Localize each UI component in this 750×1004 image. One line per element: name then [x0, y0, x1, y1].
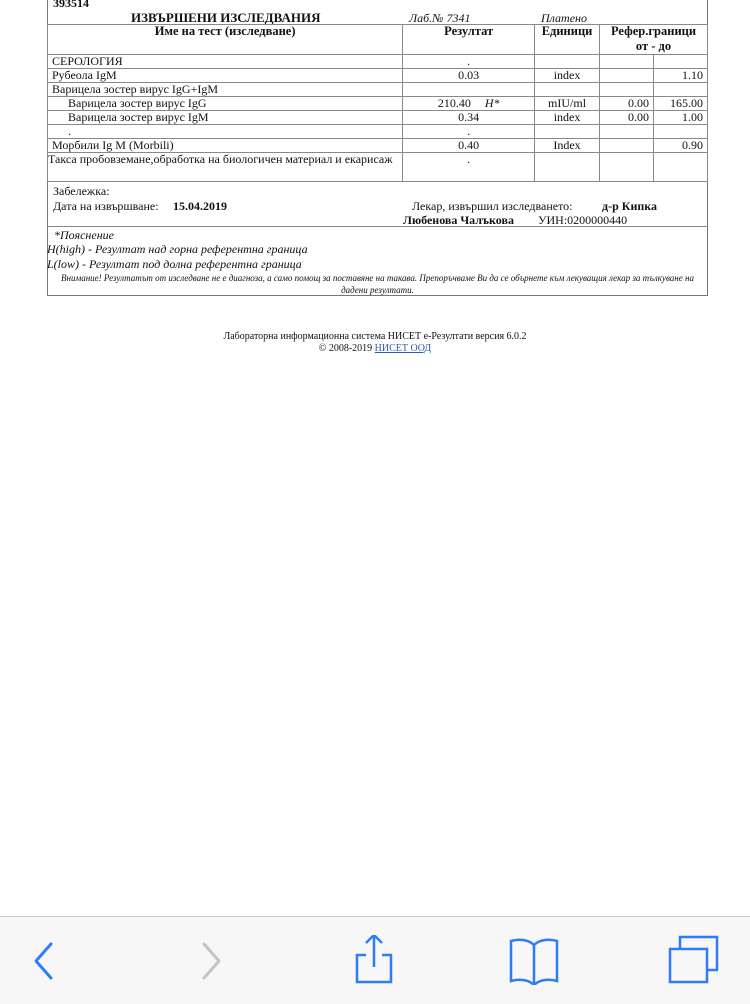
cell-ref-to	[653, 69, 707, 83]
cell-name	[48, 153, 403, 182]
explanation-high: H(high) - Резултат над горна референтна граница	[47, 242, 308, 256]
cell-ref-to	[653, 139, 707, 153]
cell-units	[535, 125, 600, 139]
cell-ref-to	[653, 97, 707, 111]
warning-text: Внимание! Резултатът от изследване не е диагноза, а само помощ за поставяне на такава. Препоръчваме Ви да се обърнете към лекуващия лекар за тълкуване на дадени резултати.	[61, 273, 694, 295]
doctor-label: Лекар, извършил изследването:	[412, 199, 573, 213]
ref-sub-label: от - до	[635, 39, 672, 53]
col-units: Единици	[535, 25, 600, 55]
cell-result	[403, 83, 535, 97]
cell-ref-from	[600, 139, 654, 153]
result-value: .	[467, 152, 471, 166]
chevron-right-icon	[185, 935, 235, 985]
result-flag: H*	[484, 96, 500, 110]
explanation-low: L(low) - Резултат под долна референтна граница	[47, 257, 302, 271]
cell-units	[535, 55, 600, 69]
table-row	[48, 55, 708, 69]
ref-to: 1.00	[682, 110, 703, 124]
units-value: index	[553, 110, 581, 124]
cell-result	[403, 55, 535, 69]
test-name: Рубеола IgM	[52, 68, 117, 82]
cell-ref-from	[600, 97, 654, 111]
table-row	[48, 83, 708, 97]
doctor-uin: УИН:0200000440	[538, 213, 628, 227]
footer-copyright: © 2008-2019	[318, 343, 375, 354]
cell-units	[535, 153, 600, 182]
cell-name	[48, 139, 403, 153]
back-button[interactable]	[20, 935, 70, 985]
result-value: 0.34	[458, 110, 480, 124]
col-name: Име на тест (изследване)	[48, 25, 403, 55]
forward-button[interactable]	[185, 935, 235, 985]
lab-number: Лаб.№ 7341	[409, 11, 471, 25]
cell-ref-from	[600, 125, 654, 139]
share-icon	[349, 935, 399, 985]
cell-name	[48, 111, 403, 125]
cell-ref-from	[600, 153, 654, 182]
cell-result	[403, 139, 535, 153]
cell-result	[403, 153, 535, 182]
result-value: 0.40	[458, 138, 480, 152]
paid-status: Платено	[541, 11, 587, 25]
test-name: Варицела зостер вирус IgG+IgM	[52, 82, 219, 96]
doctor-name-1: д-р Кипка	[602, 199, 658, 213]
cell-ref-to	[653, 83, 707, 97]
cell-ref-from	[600, 55, 654, 69]
date-value: 15.04.2019	[173, 199, 227, 213]
page-footer	[0, 331, 750, 355]
footer-company-link[interactable]: НИСЕТ ООД	[374, 343, 432, 354]
ref-to: 0.90	[682, 138, 703, 152]
cell-ref-from	[600, 83, 654, 97]
note-label: Забележка:	[53, 184, 110, 198]
title-row	[47, 9, 708, 25]
cell-name	[48, 97, 403, 111]
date-label: Дата на извършване:	[53, 199, 159, 213]
cell-ref-to	[653, 55, 707, 69]
test-name: Такса пробовземане,обработка на биологичен материал и екарисаж	[48, 152, 393, 166]
ref-to: 1.10	[682, 68, 703, 82]
table-row	[48, 139, 708, 153]
footer-system: Лабораторна информационна система НИСЕТ е-Резултати версия 6.0.2	[223, 331, 527, 342]
result-value: .	[467, 54, 471, 68]
cell-name	[48, 55, 403, 69]
ref-from: 0.00	[627, 96, 649, 110]
table-row	[48, 97, 708, 111]
ref-to: 165.00	[670, 96, 703, 110]
table-row	[48, 69, 708, 83]
cell-result	[403, 125, 535, 139]
results-table	[47, 24, 708, 182]
test-name: Варицела зостер вирус IgG	[68, 96, 207, 110]
cell-units	[535, 111, 600, 125]
cell-ref-from	[600, 111, 654, 125]
chevron-left-icon	[20, 935, 70, 985]
cell-units	[535, 69, 600, 83]
result-value: 0.03	[458, 68, 480, 82]
explanation-section	[47, 227, 708, 296]
test-name: Морбили Ig M (Morbili)	[52, 138, 174, 152]
test-name: Варицела зостер вирус IgM	[68, 110, 209, 124]
table-row	[48, 153, 708, 182]
result-value: 210.40	[437, 96, 471, 110]
ref-label: Рефер.граници	[610, 24, 697, 38]
report-title: ИЗВЪРШЕНИ ИЗСЛЕДВАНИЯ	[131, 10, 321, 25]
cell-name	[48, 69, 403, 83]
table-row	[48, 111, 708, 125]
col-result: Резултат	[403, 25, 535, 55]
tabs-button[interactable]	[668, 935, 718, 985]
share-button[interactable]	[349, 935, 399, 985]
browser-toolbar	[0, 916, 750, 1004]
cell-units	[535, 139, 600, 153]
bookmarks-button[interactable]	[508, 935, 558, 985]
notes-section	[47, 183, 708, 227]
cell-units	[535, 97, 600, 111]
test-name: СЕРОЛОГИЯ	[52, 54, 123, 68]
doctor-name-2: Любенова Чалъкова	[403, 213, 514, 227]
cell-name	[48, 83, 403, 97]
cell-ref-to	[653, 111, 707, 125]
units-value: mIU/ml	[548, 96, 587, 110]
tabs-icon	[668, 935, 720, 985]
cell-units	[535, 83, 600, 97]
book-icon	[508, 935, 560, 985]
test-name: .	[68, 124, 71, 138]
result-value: .	[467, 124, 471, 138]
units-value: Index	[553, 138, 581, 152]
explanation-title: *Пояснение	[54, 228, 114, 242]
report-id: 393514	[53, 0, 89, 10]
cell-result	[403, 97, 535, 111]
table-row	[48, 125, 708, 139]
cell-ref-to	[653, 125, 707, 139]
ref-from: 0.00	[627, 110, 649, 124]
units-value: index	[553, 68, 581, 82]
cell-name	[48, 125, 403, 139]
col-ref	[600, 25, 708, 55]
cell-ref-to	[653, 153, 707, 182]
cell-result	[403, 69, 535, 83]
cell-ref-from	[600, 69, 654, 83]
cell-result	[403, 111, 535, 125]
